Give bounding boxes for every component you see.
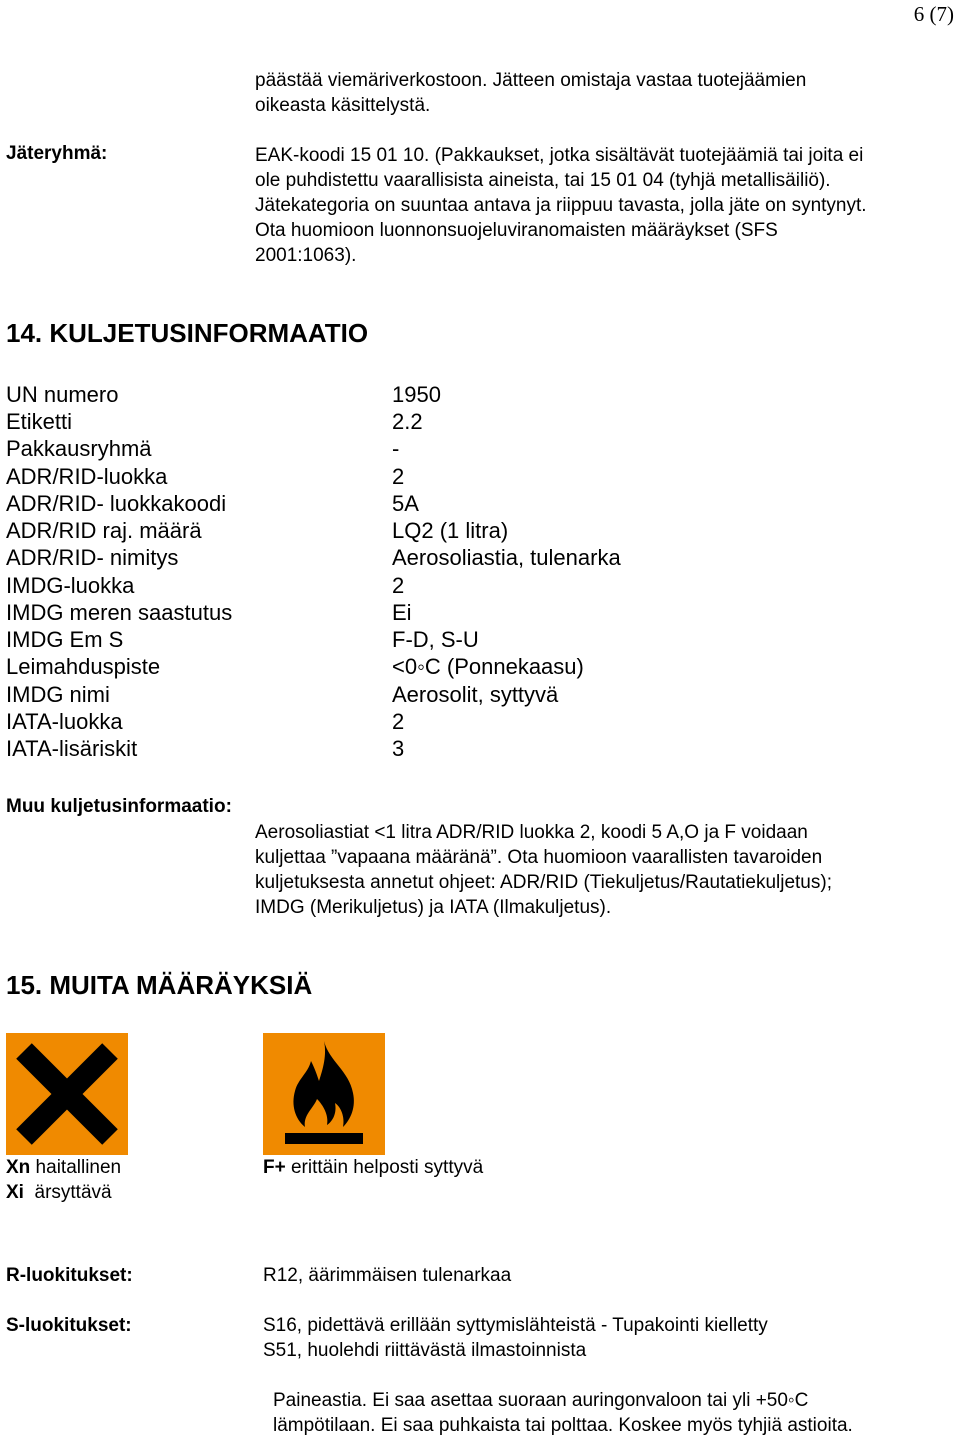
symbol-left-caption <box>6 1155 121 1205</box>
table-row <box>6 708 906 735</box>
table-row <box>6 381 906 408</box>
hazard-code: F+ <box>263 1157 286 1178</box>
text-line: Jätekategoria on suuntaa antava ja riippuu tavasta, jolla jäte on syntynyt. <box>255 195 867 216</box>
row-value: 5A <box>392 491 419 516</box>
hazard-code: Xi <box>6 1182 24 1203</box>
table-row <box>6 463 906 490</box>
waste-intro <box>255 68 806 118</box>
row-value: <0◦C (Ponnekaasu) <box>392 654 584 679</box>
table-row <box>6 517 906 544</box>
text-line: S51, huolehdi riittävästä ilmastoinnista <box>263 1340 587 1361</box>
row-key: ADR/RID- nimitys <box>6 545 179 570</box>
table-row <box>6 653 906 680</box>
text-line: Paineastia. Ei saa asettaa suoraan auringonvaloon tai yli +50◦C <box>273 1390 809 1411</box>
section-14-title: 14. KULJETUSINFORMAATIO <box>6 318 369 348</box>
row-value: 2.2 <box>392 409 423 434</box>
row-key: IMDG-luokka <box>6 573 135 598</box>
text-line: S16, pidettävä erillään syttymislähteistä - Tupakointi kielletty <box>263 1315 768 1336</box>
text-line: Ota huomioon luonnonsuojeluviranomaisten määräykset (SFS <box>255 220 778 241</box>
row-value: LQ2 (1 litra) <box>392 518 509 543</box>
text-line: ole puhdistettu vaarallisista aineista, tai 15 01 04 (tyhjä metallisäiliö). <box>255 170 831 191</box>
text-line <box>263 1155 483 1180</box>
table-row <box>6 408 906 435</box>
text-line: 2001:1063). <box>255 245 357 266</box>
hazard-text: haitallinen <box>30 1157 122 1178</box>
row-key: IATA-luokka <box>6 709 123 734</box>
text-line: IMDG (Merikuljetus) ja IATA (Ilmakuljetus). <box>255 897 612 918</box>
r-classes-label: R-luokitukset: <box>6 1265 133 1286</box>
row-value: F-D, S-U <box>392 627 479 652</box>
page-number: 6 (7) <box>913 2 954 26</box>
section-15-title: 15. MUITA MÄÄRÄYKSIÄ <box>6 970 313 1000</box>
row-value: 1950 <box>392 382 441 407</box>
row-key: ADR/RID raj. määrä <box>6 518 202 543</box>
text-line: Aerosoliastiat <1 litra ADR/RID luokka 2, koodi 5 A,O ja F voidaan <box>255 822 808 843</box>
row-key: Leimahduspiste <box>6 654 161 679</box>
row-key: IATA-lisäriskit <box>6 736 138 761</box>
text-line: kuljettaa ”vapaana määränä”. Ota huomioon vaarallisten tavaroiden <box>255 847 823 868</box>
row-key: IMDG meren saastutus <box>6 600 233 625</box>
row-key: Pakkausryhmä <box>6 436 152 461</box>
row-key: IMDG Em S <box>6 627 124 652</box>
text-line: päästää viemäriverkostoon. Jätteen omistaja vastaa tuotejäämien <box>255 70 807 91</box>
row-key: UN numero <box>6 382 119 407</box>
text-line: kuljetuksesta annetut ohjeet: ADR/RID (Tiekuljetus/Rautatiekuljetus); <box>255 872 832 893</box>
row-value: - <box>392 436 400 461</box>
text-line <box>6 1180 121 1205</box>
cross-icon <box>6 1033 128 1155</box>
table-row <box>6 599 906 626</box>
row-value: 2 <box>392 573 405 598</box>
table-row <box>6 735 906 762</box>
table-row <box>6 544 906 571</box>
row-key: ADR/RID- luokkakoodi <box>6 491 227 516</box>
row-key: IMDG nimi <box>6 682 110 707</box>
table-row <box>6 626 906 653</box>
row-key: Etiketti <box>6 409 73 434</box>
symbol-right-caption <box>263 1155 483 1180</box>
text-line: oikeasta käsittelystä. <box>255 95 431 116</box>
row-value: 2 <box>392 464 405 489</box>
row-value: Aerosolit, syttyvä <box>392 682 559 707</box>
text-line: lämpötilaan. Ei saa puhkaista tai polttaa. Koskee myös tyhjiä astioita. <box>273 1415 853 1436</box>
waste-group-label: Jäteryhmä: <box>6 143 108 164</box>
table-row <box>6 572 906 599</box>
table-row <box>6 490 906 517</box>
row-value: Aerosoliastia, tulenarka <box>392 545 621 570</box>
pressure-note <box>273 1388 853 1438</box>
hazard-code: Xn <box>6 1157 31 1178</box>
other-transport-label: Muu kuljetusinformaatio: <box>6 796 232 817</box>
row-value: 2 <box>392 709 405 734</box>
row-value: Ei <box>392 600 412 625</box>
s-classes-text <box>263 1313 768 1363</box>
text-line: R12, äärimmäisen tulenarkaa <box>263 1265 512 1286</box>
text-line <box>6 1155 121 1180</box>
row-value: 3 <box>392 736 405 761</box>
s-classes-label: S-luokitukset: <box>6 1315 132 1336</box>
r-classes-text <box>263 1263 511 1288</box>
table-row <box>6 435 906 462</box>
hazard-text: erittäin helposti syttyvä <box>285 1157 484 1178</box>
text-line: EAK-koodi 15 01 10. (Pakkaukset, jotka sisältävät tuotejäämiä tai joita ei <box>255 145 864 166</box>
table-row <box>6 681 906 708</box>
other-transport-text <box>255 820 832 920</box>
flame-icon <box>263 1033 385 1155</box>
hazard-text: ärsyttävä <box>23 1182 112 1203</box>
row-key: ADR/RID-luokka <box>6 464 168 489</box>
waste-group-text <box>255 143 867 268</box>
